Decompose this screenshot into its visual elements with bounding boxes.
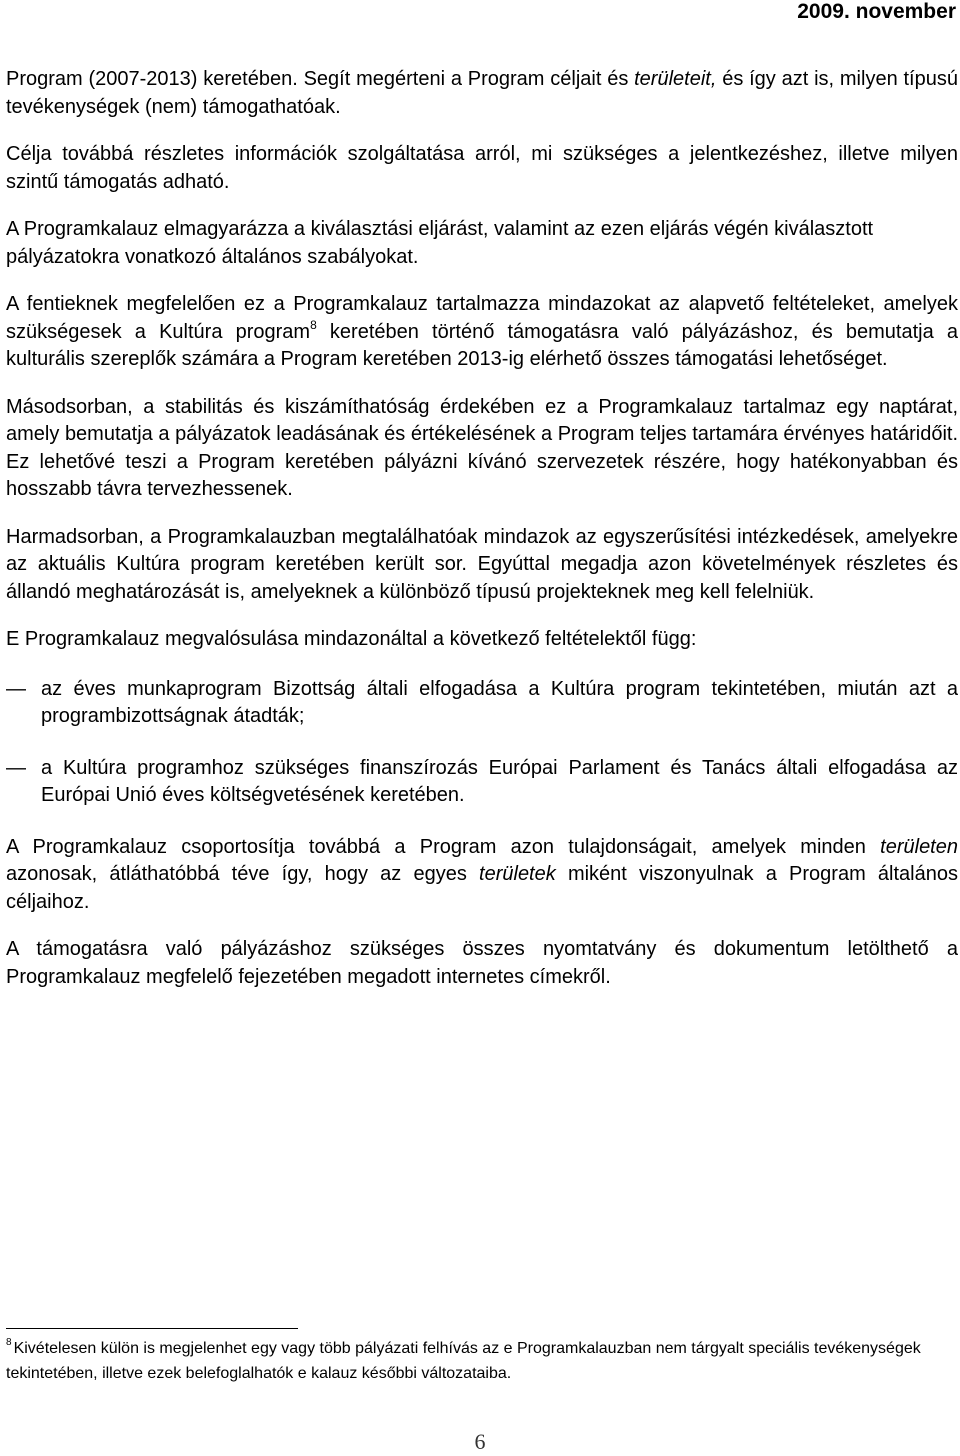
header-date: 2009. november bbox=[797, 0, 956, 23]
footnote-divider bbox=[6, 1328, 298, 1329]
paragraph-calendar: Másodsorban, a stabilitás és kiszámíthatóság érdekében ez a Programkalauz tartalmaz egy naptárat, amely bemutatja a pályázatok leadásának és értékelésének a Program teljes tartamára érvényes határidőit. Ez lehetővé teszi a Program keretében pályázni kívánó szervezetek részére, hogy hatékonyabban és hosszabb távra tervezhessenek. bbox=[6, 395, 958, 500]
document-body bbox=[6, 66, 958, 1011]
paragraph-text: és így azt is, milyen típusú tevékenységek (nem) támogathatóak. bbox=[6, 68, 958, 118]
paragraph-program-intro bbox=[6, 66, 958, 121]
paragraph-grouping bbox=[6, 834, 958, 917]
emphasis-text: területek bbox=[479, 863, 556, 885]
list-item bbox=[6, 755, 958, 810]
paragraph-text: A fentieknek megfelelően ez a Programkalauz tartalmazza mindazokat az alapvető feltételeket, amelyek szükségesek a Kultúra program bbox=[6, 293, 958, 343]
paragraph-purpose: Célja továbbá részletes információk szolgáltatása arról, mi szükséges a jelentkezéshez, illetve milyen szintű támogatás adható. bbox=[6, 143, 958, 193]
paragraph-text: Program (2007-2013) keretében. Segít megérteni a Program céljait és bbox=[6, 68, 635, 90]
emphasis-text: területeit, bbox=[634, 68, 717, 90]
list-item bbox=[6, 676, 958, 731]
footnote-reference[interactable]: 8 bbox=[310, 317, 317, 332]
paragraph-dependencies: E Programkalauz megvalósulása mindazonáltal a következő feltételektől függ: bbox=[6, 628, 697, 650]
paragraph-text: miként viszonyulnak a Program általános céljaihoz. bbox=[6, 863, 958, 913]
paragraph-simplification: Harmadsorban, a Programkalauzban megtalálhatóak mindazok az egyszerűsítési intézkedések, amelyekre az aktuális Kultúra program keretében került sor. Egyúttal megadja azon követelmények részletes és állandó meghatározását is, amelyeknek a különböző típusú projekteknek meg kell felelniük. bbox=[6, 525, 958, 603]
paragraph-text: A Programkalauz csoportosítja továbbá a Program azon tulajdonságait, amelyek minden bbox=[6, 835, 881, 858]
dash-bullet: — bbox=[6, 756, 26, 779]
page-number: 6 bbox=[474, 1429, 486, 1454]
paragraph-selection: A Programkalauz elmagyarázza a kiválasztási eljárást, valamint az ezen eljárás végén kiválasztott pályázatokra vonatkozó általános szabályokat. bbox=[6, 218, 874, 268]
list-item-text: a Kultúra programhoz szükséges finanszírozás Európai Parlament és Tanács általi elfogadása az Európai Unió éves költségvetésének keretében. bbox=[41, 756, 958, 806]
dash-bullet: — bbox=[6, 677, 26, 700]
paragraph-text: azonosak, átláthatóbbá téve így, hogy az egyes bbox=[6, 863, 480, 885]
list-item-text: az éves munkaprogram Bizottság általi elfogadása a Kultúra program tekintetében, miután azt a programbizottságnak átadták; bbox=[41, 677, 958, 727]
footnote-number: 8 bbox=[6, 1337, 12, 1348]
paragraph-downloads: A támogatásra való pályázáshoz szükséges összes nyomtatvány és dokumentum letölthető a Programkalauz megfelelő fejezetében megadott internetes címekről. bbox=[6, 938, 958, 988]
footnote-text: Kivételesen külön is megjelenhet egy vagy több pályázati felhívás az e Programkalauzban nem tárgyalt speciális tevékenységek tekintetében, illetve ezek belefoglalhatók e kalauz későbbi változataiba. bbox=[6, 1340, 921, 1382]
paragraph-conditions bbox=[6, 291, 958, 374]
footnote bbox=[6, 1336, 950, 1386]
paragraph-text: keretében történő támogatásra való pályázáshoz, és bemutatja a kulturális szereplők számára a Program keretében 2013-ig elérhető összes támogatási lehetőséget. bbox=[6, 320, 958, 370]
emphasis-text: területen bbox=[880, 835, 958, 858]
